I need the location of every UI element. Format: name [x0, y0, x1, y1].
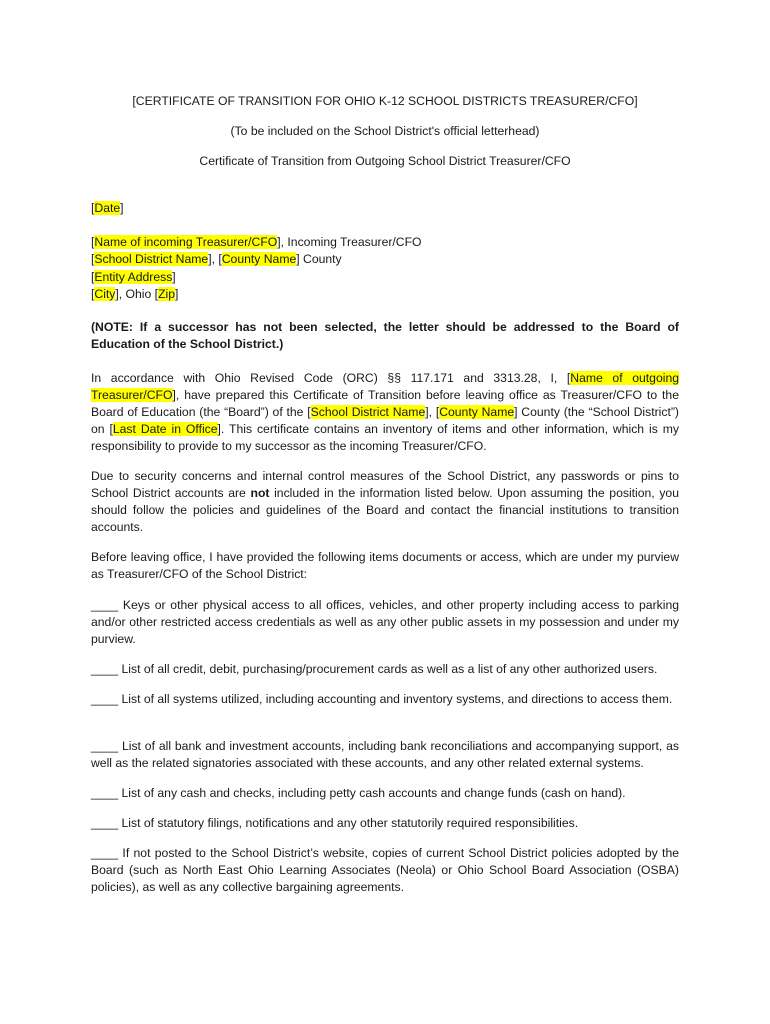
checklist-item: ____ List of all systems utilized, including accounting and inventory systems, and directions to access them. [91, 692, 673, 706]
document-subtitle: Certificate of Transition from Outgoing School District Treasurer/CFO [199, 154, 571, 168]
letterhead-note: (To be included on the School District's official letterhead) [230, 124, 540, 138]
paragraph-security: Due to security concerns and internal control measures of the School District, any passwords or pins to School District accounts are not included in the information listed below. Upon assuming the position, you should follow the policies and guidelines of the Board and contact the financial institutions to transition accounts. [91, 469, 679, 534]
date-placeholder: Date [94, 201, 121, 215]
school-district-placeholder: School District Name [94, 252, 209, 267]
document-title: [CERTIFICATE OF TRANSITION FOR OHIO K-12 SCHOOL DISTRICTS TREASURER/CFO] [132, 94, 638, 108]
checklist-item: ____ Keys or other physical access to all offices, vehicles, and other property including access to parking and/or other restricted access credentials as well as any other public assets in my possession and under my purview. [91, 598, 679, 646]
address-line-incoming: [Name of incoming Treasurer/CFO], Incoming Treasurer/CFO [91, 235, 422, 249]
checklist-item: ____ List of all bank and investment accounts, including bank reconciliations and accompanying support, as well as the related signatories associated with these accounts, and any other related external systems. [91, 739, 679, 770]
checklist-item: ____ If not posted to the School District’s website, copies of current School District policies adopted by the Board (such as North East Ohio Learning Associates (Neola) or Ohio School Board Association (OSBA) policies), as well as any collective bargaining agreements. [91, 846, 679, 894]
address-line-city: [City], Ohio [Zip] [91, 286, 179, 301]
checklist-item: ____ List of statutory filings, notifications and any other statutorily required responsibilities. [91, 816, 579, 830]
county-name-placeholder: County Name [221, 252, 297, 267]
checklist-item: ____ List of all credit, debit, purchasing/procurement cards as well as a list of any other authorized users. [91, 662, 658, 676]
recipient-address [91, 234, 679, 303]
successor-note: (NOTE: If a successor has not been selected, the letter should be addressed to the Board of Education of the School District.) [91, 320, 679, 351]
address-line-entity: [Entity Address] [91, 269, 176, 284]
zip-placeholder: Zip [158, 286, 176, 301]
checklist-item: ____ List of any cash and checks, including petty cash accounts and change funds (cash on hand). [91, 786, 626, 800]
city-placeholder: City [94, 286, 116, 301]
outgoing-name-placeholder: Name of outgoing Treasurer/CFO [91, 371, 679, 402]
paragraph-before-leaving: Before leaving office, I have provided the following items documents or access, which are under my purview as Treasurer/CFO of the School District: [91, 550, 679, 581]
county-name-placeholder-2: County Name [439, 405, 515, 419]
last-date-placeholder: Last Date in Office [112, 422, 218, 436]
school-district-placeholder-2: School District Name [310, 405, 426, 419]
date-line: [Date] [91, 201, 124, 215]
address-line-district: [School District Name], [County Name] County [91, 252, 342, 267]
entity-address-placeholder: Entity Address [94, 269, 173, 284]
paragraph-orc: In accordance with Ohio Revised Code (ORC) §§ 117.171 and 3313.28, I, [Name of outgoing Treasurer/CFO], have prepared this Certificate of Transition before leaving office as Treasurer/CFO to the Board of Education (the “Board”) of the [School District Name], [County Name] County (the “School District”) on [Last Date in Office]. This certificate contains an inventory of items and other information, which is my responsibility to provide to my successor as the incoming Treasurer/CFO. [91, 371, 679, 453]
incoming-name-placeholder: Name of incoming Treasurer/CFO [94, 235, 278, 249]
